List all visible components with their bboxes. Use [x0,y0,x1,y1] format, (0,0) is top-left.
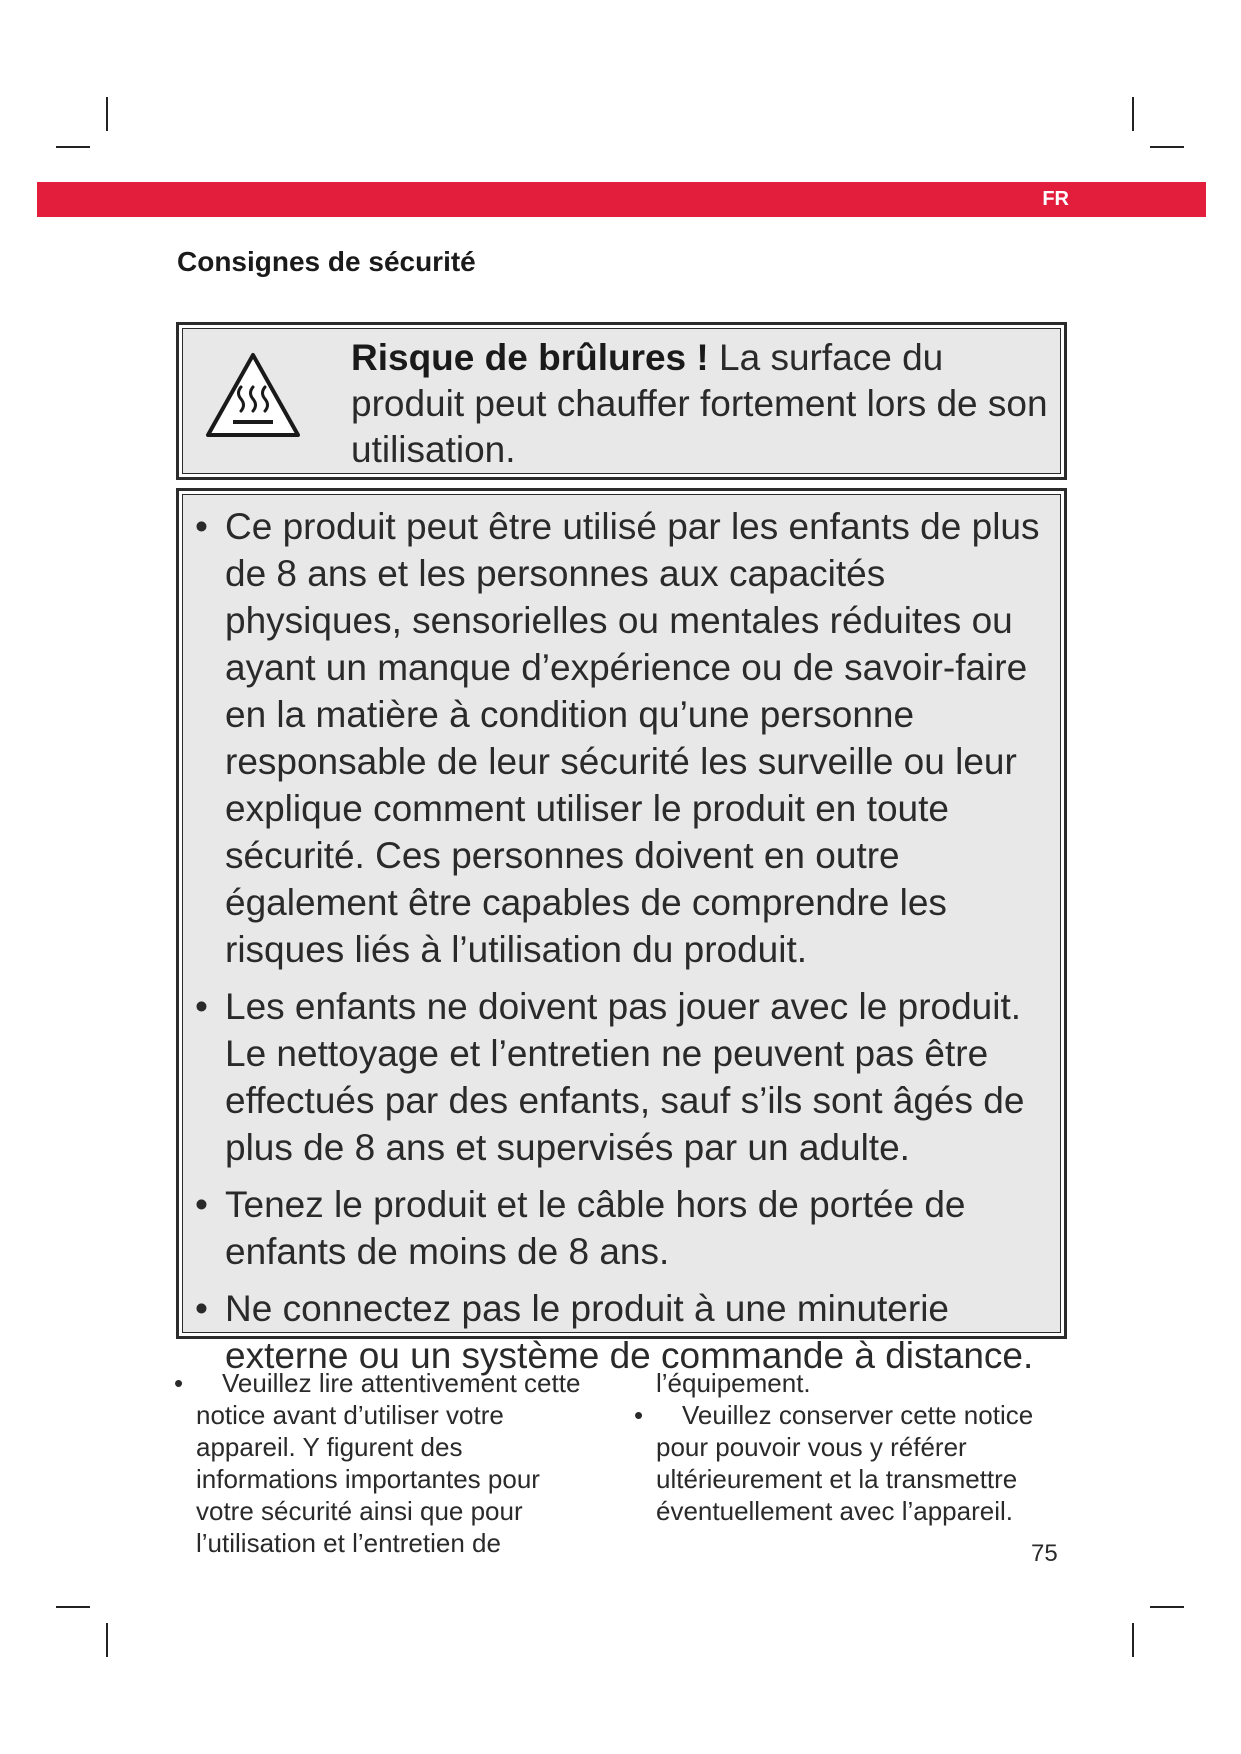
bullet-icon: • [195,1184,208,1225]
crop-mark [1150,1606,1184,1608]
bullet-icon: • [195,1288,208,1329]
warning-box [176,322,1067,480]
header-band [37,182,1206,217]
section-title: Consignes de sécurité [177,246,476,277]
crop-mark [106,97,108,131]
note-continuation: l’équipement. [656,1368,811,1398]
list-item [195,503,1065,973]
rule-text: Tenez le produit et le câble hors de portée de enfants de moins de 8 ans. [225,1184,966,1272]
crop-mark [1132,1623,1134,1657]
crop-mark [1150,146,1184,148]
list-item [195,983,1065,1171]
bullet-icon: • [174,1368,184,1398]
bullet-icon: • [195,506,208,547]
crop-mark [1132,97,1134,131]
bullet-icon: • [195,986,208,1027]
warning-body: La surface du produit peut chauffer fortement lors de son utilisation. [351,337,1048,470]
list-item [195,1181,1065,1275]
crop-mark [106,1623,108,1657]
hot-surface-warning-icon [203,349,303,441]
rule-text: Les enfants ne doivent pas jouer avec le produit. Le nettoyage et l’entretien ne peuvent pas être effectués par des enfants, sauf s’ils sont âgés de plus de 8 ans et supervisés par un adulte. [225,986,1025,1168]
notes-left-column [176,1367,596,1559]
list-item [176,1367,596,1559]
safety-rules-box-inner [182,494,1061,1376]
warning-message [351,335,1061,473]
list-item [195,1285,1065,1379]
warning-heading: Risque de brûlures ! [351,337,709,378]
page-number: 75 [1031,1540,1058,1567]
list-item [636,1399,1056,1527]
language-code: FR [1042,188,1069,210]
safety-rules-list [195,503,1065,1389]
safety-rules-box [176,488,1067,1376]
bullet-icon: • [634,1400,644,1430]
rule-text: Ne connectez pas le produit à une minuterie externe ou un système de commande à distance. [225,1288,1034,1376]
warning-box-inner [182,328,1061,474]
note-text: Veuillez conserver cette notice pour pouvoir vous y référer ultérieurement et la transmettre éventuellement avec l’appareil. [656,1400,1034,1526]
rule-text: Ce produit peut être utilisé par les enfants de plus de 8 ans et les personnes aux capacités physiques, sensorielles ou mentales réduites ou ayant un manque d’expérience ou de savoir-faire en la matière à condition qu’une personne responsable de leur sécurité les surveille ou leur explique comment utiliser le produit en toute sécurité. Ces personnes doivent en outre également être capables de comprendre les risques liés à l’utilisation du produit. [225,506,1040,970]
notes-right-column [636,1367,1056,1527]
crop-mark [56,1606,90,1608]
note-text: Veuillez lire attentivement cette notice avant d’utiliser votre appareil. Y figurent des informations importantes pour votre sécurité ainsi que pour l’utilisation et l’entretien de [196,1368,581,1558]
crop-mark [56,146,90,148]
